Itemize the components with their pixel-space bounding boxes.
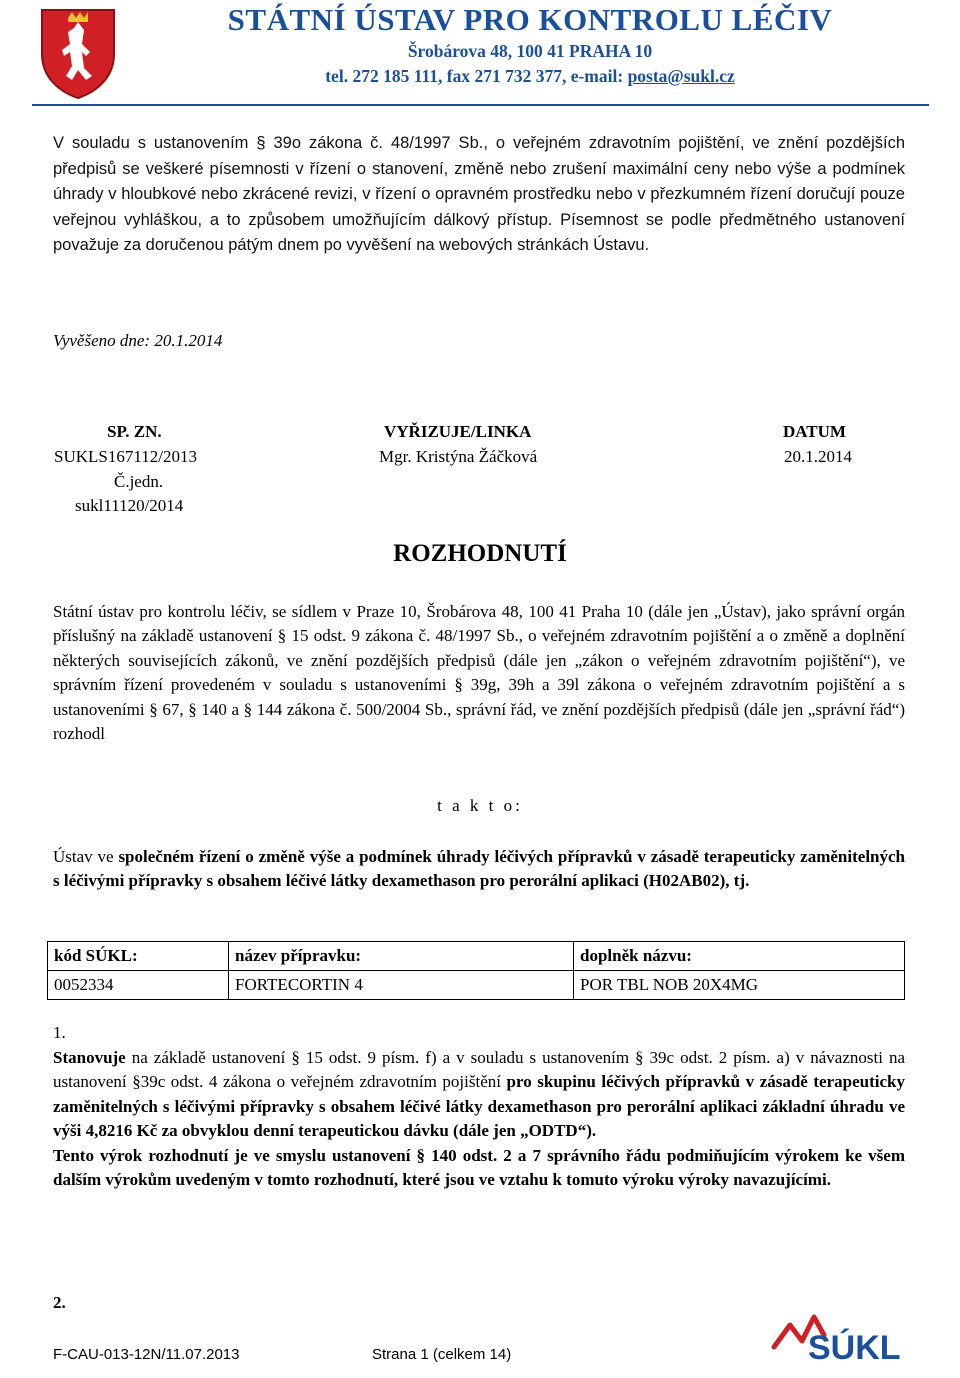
- takto-heading: t a k t o:: [437, 796, 523, 815]
- table-header-row: [48, 942, 905, 971]
- subject-bold: společném řízení o změně výše a podmínek úhrady léčivých přípravků v zásadě terapeuticky zaměnitelných s léčivými přípravky s obsahem léčivé látky dexamethason pro perorální aplikaci (H02AB02), tj.: [53, 847, 905, 891]
- decision-preamble: Státní ústav pro kontrolu léčiv, se sídlem v Praze 10, Šrobárova 48, 100 41 Praha 10 (dále jen „Ústav), jako správní orgán příslušný na základě ustanovení § 15 odst. 9 zákona č. 48/1997 Sb., o veřejném zdravotním pojištění a o změně a doplnění některých souvisejících zákonů, ve znění pozdějších předpisů (dále jen „zákon o veřejném zdravotním pojištění“), ve správním řízení provedeném v souladu s ustanoveními § 39g, 39h a 39l zákona o veřejném zdravotním pojištění a s ustanoveními § 67, § 140 a § 144 zákona č. 500/2004 Sb., správní řád, ve znění pozdějších předpisů (dále jen „správní řád“) rozhodl: [53, 602, 905, 744]
- coat-of-arms-logo: [38, 4, 118, 100]
- point-2-number: 2.: [53, 1293, 66, 1312]
- decision-title: ROZHODNUTÍ: [393, 540, 567, 567]
- ref-header-file-no: SP. ZN.: [107, 422, 162, 441]
- table-row: [48, 971, 905, 1000]
- intro-paragraph: V souladu s ustanovením § 39o zákona č. 48/1997 Sb., o veřejném zdravotním pojištění, ve znění pozdějších předpisů se veškeré písemnosti v řízení o stanovení, změně nebo zrušení maximální ceny nebo výše a podmínek úhrady v hloubkové nebo zkrácené revizi, v řízení o opravném prostředku nebo v přezkumném řízení doručují pouze veřejnou vyhláškou, a to způsobem umožňujícím dálkový přístup. Písemnost se podle předmětného ustanovení považuje za doručenou pátým dnem po vyvěšení na webových stránkách Ústavu.: [53, 134, 905, 254]
- cell-name: FORTECORTIN 4: [229, 971, 574, 1000]
- file-number: SUKLS167112/2013: [54, 447, 197, 466]
- institution-address: Šrobárova 48, 100 41 PRAHA 10: [407, 41, 653, 61]
- logo-text: SÚKL: [808, 1329, 901, 1367]
- handler-name: Mgr. Kristýna Žáčková: [379, 447, 538, 466]
- page-indicator: Strana 1 (celkem 14): [372, 1346, 512, 1363]
- sukl-logo: [768, 1307, 910, 1367]
- product-table: [47, 941, 905, 1000]
- header-code: kód SÚKL:: [48, 942, 229, 971]
- point-1-note: Tento výrok rozhodnutí je ve smyslu ustanovení § 140 odst. 2 a 7 správního řádu podmiňujícím výrokem ke všem dalším výrokům uvedeným v tomto rozhodnutí, které jsou ve vztahu k tomuto výroku výroky navazujícími.: [53, 1145, 905, 1190]
- form-code: F-CAU-013-12N/11.07.2013: [53, 1346, 240, 1363]
- point-1-lead: Stanovuje: [53, 1048, 126, 1067]
- subject-plain: Ústav ve: [53, 847, 119, 866]
- header-supplement: doplněk názvu:: [574, 942, 905, 971]
- contact-phone-fax: tel. 272 185 111, fax 271 732 377, e-mail:: [325, 66, 628, 86]
- header-divider: [32, 104, 929, 106]
- ref-header-date: DATUM: [783, 422, 846, 441]
- decision-subject: [53, 845, 905, 894]
- cell-code: 0052334: [48, 971, 229, 1000]
- point-1-text: [53, 1046, 905, 1192]
- point-1-plain: na základě ustanovení § 15 odst. 9 písm. f) a v souladu s ustanovením § 39c odst. 2 písm. a) v návaznosti na ustanovení §39c odst. 4 zákona o veřejném zdravotním pojištění: [53, 1048, 905, 1092]
- reference-label: Č.jedn.: [114, 472, 164, 491]
- decision-date: 20.1.2014: [784, 447, 852, 466]
- institution-contact: [130, 66, 930, 87]
- ref-header-handler: VYŘIZUJE/LINKA: [384, 422, 532, 441]
- posted-date: Vyvěšeno dne: 20.1.2014: [53, 331, 223, 350]
- header-name: název přípravku:: [229, 942, 574, 971]
- email-link[interactable]: posta@sukl.cz: [627, 66, 735, 86]
- cell-supplement: POR TBL NOB 20X4MG: [574, 971, 905, 1000]
- reference-number: sukl11120/2014: [75, 496, 184, 515]
- point-1-number: 1.: [53, 1023, 66, 1042]
- point-1-bold: pro skupinu léčivých přípravků v zásadě terapeuticky zaměnitelných s léčivými přípravky s obsahem léčivé látky dexamethason pro perorální aplikaci základní úhradu ve výši 4,8216 Kč za obvyklou denní terapeutickou dávku (dále jen „ODTD“).: [53, 1072, 905, 1141]
- institution-title: STÁTNÍ ÚSTAV PRO KONTROLU LÉČIV: [227, 2, 833, 37]
